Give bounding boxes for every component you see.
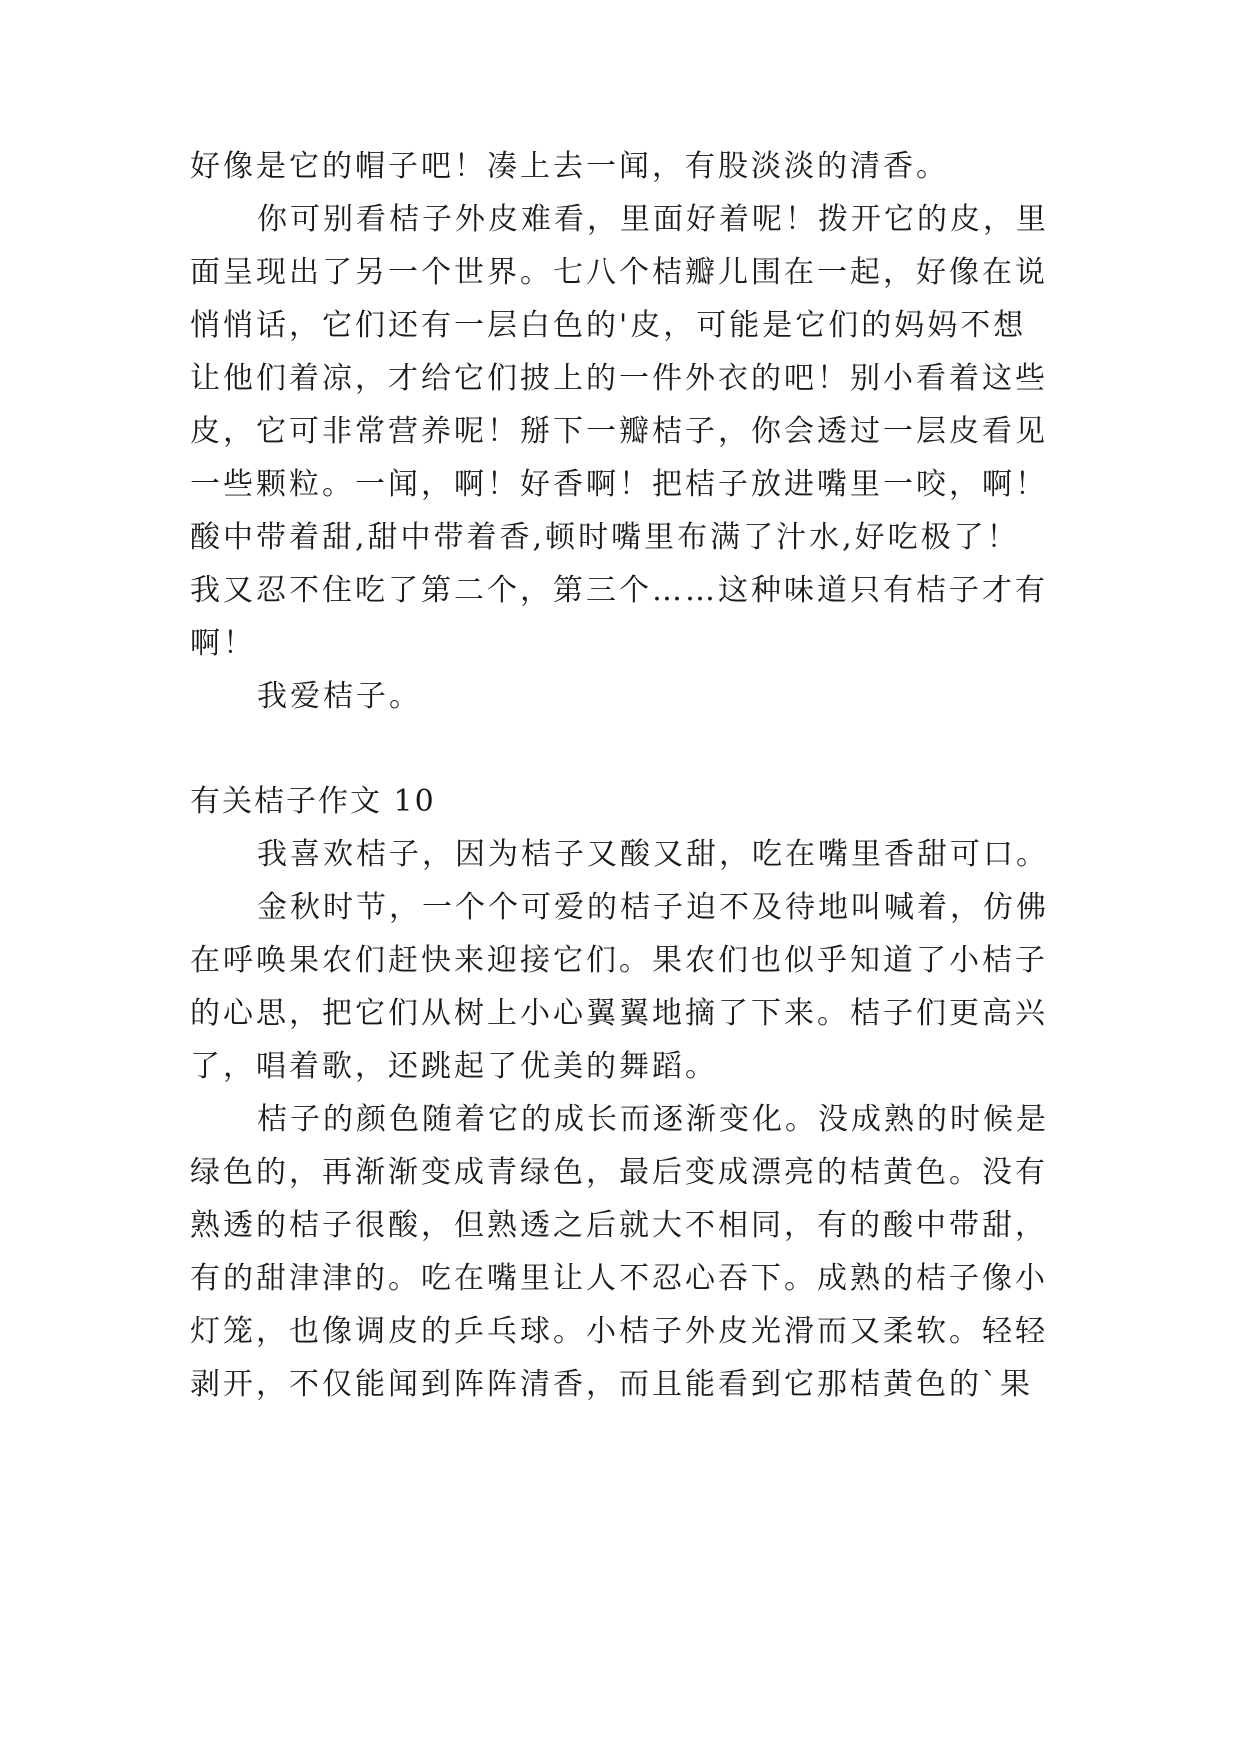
- paragraph-line: 皮，它可非常营养呢！掰下一瓣桔子，你会透过一层皮看见: [190, 414, 1048, 449]
- paragraph-line: 我喜欢桔子，因为桔子又酸又甜，吃在嘴里香甜可口。: [257, 837, 1049, 872]
- paragraph-line: 酸中带着甜,甜中带着香,顿时嘴里布满了汁水,好吃极了！: [190, 520, 1020, 555]
- paragraph-line: 金秋时节，一个个可爱的桔子迫不及待地叫喊着，仿佛: [257, 890, 1049, 925]
- paragraph-line: 在呼唤果农们赶快来迎接它们。果农们也似乎知道了小桔子: [190, 943, 1048, 978]
- paragraph-line: 灯笼，也像调皮的乒乓球。小桔子外皮光滑而又柔软。轻轻: [190, 1314, 1048, 1349]
- paragraph-line: 好像是它的帽子吧！凑上去一闻，有股淡淡的清香。: [190, 149, 949, 184]
- paragraph-line: 了，唱着歌，还跳起了优美的舞蹈。: [190, 1049, 718, 1084]
- paragraph-line: 一些颗粒。一闻，啊！好香啊！把桔子放进嘴里一咬，啊！: [190, 467, 1048, 502]
- paragraph-line: 熟透的桔子很酸，但熟透之后就大不相同，有的酸中带甜，: [190, 1208, 1048, 1243]
- paragraph-line: 绿色的，再渐渐变成青绿色，最后变成漂亮的桔黄色。没有: [190, 1155, 1048, 1190]
- paragraph-line: 面呈现出了另一个世界。七八个桔瓣儿围在一起，好像在说: [190, 255, 1048, 290]
- paragraph-line: 让他们着凉，才给它们披上的一件外衣的吧！别小看着这些: [190, 361, 1048, 396]
- paragraph-line: 我爱桔子。: [257, 679, 422, 714]
- paragraph-line: 你可别看桔子外皮难看，里面好着呢！拨开它的皮，里: [257, 202, 1049, 237]
- paragraph-line: 有的甜津津的。吃在嘴里让人不忍心吞下。成熟的桔子像小: [190, 1261, 1048, 1296]
- paragraph-line: 的心思，把它们从树上小心翼翼地摘了下来。桔子们更高兴: [190, 996, 1048, 1031]
- paragraph-line: 我又忍不住吃了第二个，第三个……这种味道只有桔子才有: [190, 573, 1048, 608]
- paragraph-line: 桔子的颜色随着它的成长而逐渐变化。没成熟的时候是: [257, 1102, 1049, 1137]
- paragraph-line: 悄悄话，它们还有一层白色的'皮，可能是它们的妈妈不想: [190, 308, 1027, 343]
- paragraph-line: 剥开，不仅能闻到阵阵清香，而且能看到它那桔黄色的`果: [190, 1367, 1033, 1402]
- essay-heading: 有关桔子作文 10: [190, 784, 436, 819]
- paragraph-line: 啊！: [190, 626, 256, 661]
